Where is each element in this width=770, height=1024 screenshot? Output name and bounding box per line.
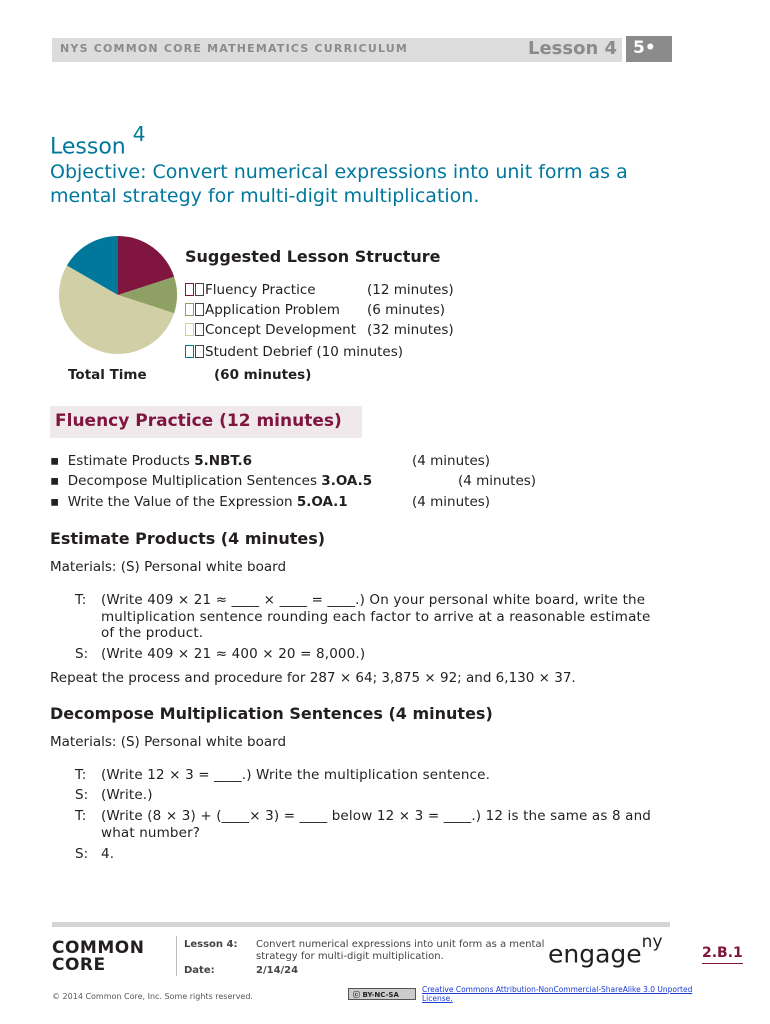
common-core-logo [52, 940, 144, 974]
total-time-label: Total Time [68, 367, 147, 383]
license-link[interactable]: Creative Commons Attribution-NonCommercial-ShareAlike 3.0 Unported License. [422, 985, 693, 1003]
square-icon [195, 283, 204, 296]
footer-divider [176, 936, 177, 976]
fluency-bullet [50, 473, 372, 489]
square-icon [195, 303, 204, 316]
structure-item-fluency [185, 282, 454, 298]
square-icon [185, 303, 194, 316]
structure-minutes: (32 minutes) [367, 322, 454, 338]
footer-rule [52, 922, 670, 927]
header-lesson: Lesson 4 [528, 38, 618, 59]
estimate-repeat: Repeat the process and procedure for 287 × 64; 3,875 × 92; and 6,130 × 37. [50, 670, 576, 686]
dialogue-text: (Write (8 × 3) + (____× 3) = ____ below 12 × 3 = ____.) 12 is the same as 8 and what number? [101, 808, 652, 841]
structure-label: Student Debrief [205, 344, 313, 360]
fluency-heading: Fluency Practice (12 minutes) [55, 411, 342, 431]
footer-date: 2/14/24 [256, 965, 299, 976]
square-icon [185, 283, 194, 296]
dialogue-speaker: S: [75, 787, 89, 803]
square-icon [195, 323, 204, 336]
bullet-standard: 3.OA.5 [321, 473, 373, 489]
bullet-standard: 5.OA.1 [296, 494, 348, 510]
bullet-minutes: (4 minutes) [458, 473, 537, 489]
dialogue-text: 4. [101, 846, 115, 862]
square-icon [185, 345, 194, 358]
bullet-minutes: (4 minutes) [412, 453, 491, 469]
structure-label: Application Problem [205, 302, 340, 318]
dialogue-text: (Write 409 × 21 ≈ 400 × 20 = 8,000.) [101, 646, 366, 662]
bullet-text: Estimate Products [67, 453, 195, 469]
logo-line-2: CORE [52, 955, 106, 975]
footer-lesson-label: Lesson 4: [184, 939, 238, 950]
structure-minutes: (10 minutes) [316, 344, 404, 360]
copyright: © 2014 Common Core, Inc. Some rights reserved. [52, 992, 253, 1001]
engage-ny-logo [548, 932, 663, 969]
estimate-materials: Materials: (S) Personal white board [50, 559, 287, 575]
footer-lesson-text-1: Convert numerical expressions into unit form as a mental [256, 939, 545, 950]
bullet-icon: ▪ [50, 453, 60, 469]
curriculum-title: NYS COMMON CORE MATHEMATICS CURRICULUM [60, 42, 409, 55]
page-number: 2.B.1 [702, 945, 743, 964]
bullet-minutes: (4 minutes) [412, 494, 491, 510]
bullet-standard: 5.NBT.6 [194, 453, 253, 469]
square-icon [195, 345, 204, 358]
engage-text: engage [548, 939, 642, 969]
footer-date-label: Date: [184, 965, 215, 976]
dialogue-text: (Write 409 × 21 ≈ ____ × ____ = ____.) On your personal white board, write the multiplication sentence rounding each factor to arrive at a reasonable estimate of the product. [101, 592, 651, 641]
bullet-text: Write the Value of the Expression [67, 494, 297, 510]
structure-item-concept [185, 322, 454, 338]
fluency-bullet [50, 494, 348, 510]
lesson-number: 4 [132, 122, 146, 146]
decompose-heading: Decompose Multiplication Sentences (4 minutes) [50, 704, 493, 723]
dialogue-speaker: T: [75, 808, 87, 824]
structure-label: Fluency Practice [205, 282, 316, 298]
dialogue-text: (Write 12 × 3 = ____.) Write the multiplication sentence. [101, 767, 491, 783]
structure-label: Concept Development [205, 322, 357, 338]
decompose-materials: Materials: (S) Personal white board [50, 734, 287, 750]
grade-badge: 5• [626, 36, 672, 62]
dialogue-speaker: S: [75, 646, 89, 662]
logo-line-1: COMMON [52, 938, 145, 958]
bullet-icon: ▪ [50, 494, 60, 510]
dialogue-speaker: T: [75, 767, 87, 783]
objective: Objective: Convert numerical expressions into unit form as a mental strategy for multi-digit multiplication. [50, 161, 628, 207]
total-time-minutes: (60 minutes) [214, 367, 312, 383]
cc-license-badge: ⓒ BY-NC-SA [348, 988, 416, 1000]
estimate-heading: Estimate Products (4 minutes) [50, 529, 326, 548]
footer-lesson-text-2: strategy for multi-digit multiplication. [256, 951, 444, 962]
structure-heading: Suggested Lesson Structure [185, 247, 441, 266]
fluency-bullet [50, 453, 252, 469]
bullet-icon: ▪ [50, 473, 60, 489]
lesson-title [50, 122, 146, 160]
dialogue-speaker: S: [75, 846, 89, 862]
structure-item-application [185, 302, 446, 318]
dialogue-speaker: T: [75, 592, 87, 608]
lesson-word: Lesson [50, 134, 126, 160]
bullet-text: Decompose Multiplication Sentences [67, 473, 322, 489]
square-icon [185, 323, 194, 336]
cc-badge-text: BY-NC-SA [362, 991, 399, 999]
lesson-structure-pie-chart [57, 232, 179, 358]
dialogue-text: (Write.) [101, 787, 153, 803]
structure-item-debrief [185, 344, 403, 360]
engage-ny: ny [641, 932, 663, 952]
structure-minutes: (12 minutes) [367, 282, 454, 298]
structure-minutes: (6 minutes) [367, 302, 446, 318]
